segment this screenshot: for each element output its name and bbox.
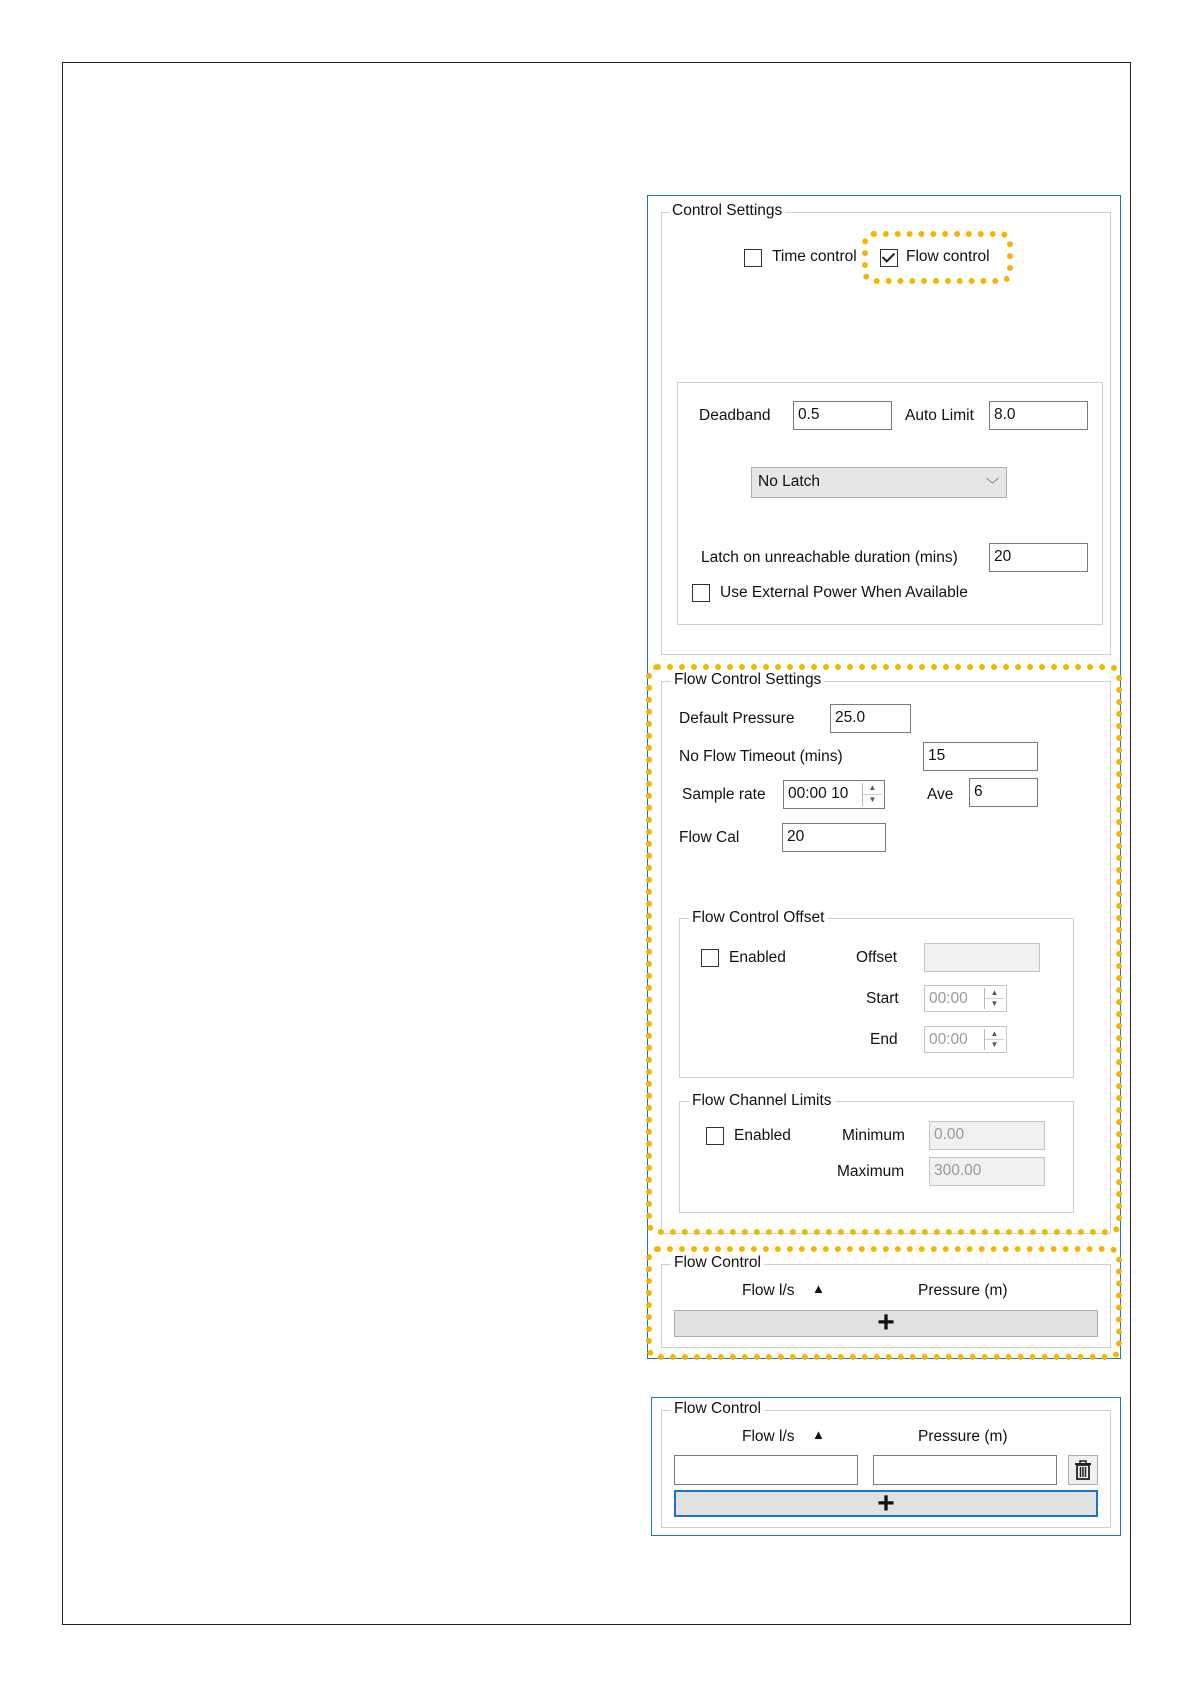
add-row-button-2[interactable]: + [674, 1490, 1098, 1517]
default-pressure-input[interactable]: 25.0 [830, 704, 911, 733]
sample-rate-value: 00:00 10 [788, 785, 849, 802]
limits-enabled-checkbox[interactable] [706, 1127, 724, 1145]
offset-label: Offset [856, 949, 898, 966]
flow-control-table-2-title: Flow Control [671, 1400, 764, 1418]
end-spinner[interactable] [984, 1029, 1004, 1050]
latch-dropdown[interactable] [751, 467, 1007, 498]
spin-down-icon[interactable]: ▼ [990, 998, 999, 1008]
latch-duration-input[interactable]: 20 [989, 543, 1088, 572]
flow-control-table-title: Flow Control [671, 1254, 764, 1272]
end-label: End [870, 1031, 898, 1048]
no-flow-timeout-label: No Flow Timeout (mins) [679, 748, 843, 765]
offset-enabled-checkbox[interactable] [701, 949, 719, 967]
control-settings-title: Control Settings [669, 202, 785, 220]
sample-rate-spinner[interactable] [862, 783, 882, 806]
spin-down-icon[interactable]: ▼ [868, 794, 877, 804]
time-control-checkbox[interactable] [744, 249, 762, 267]
sort-ascending-icon: ▲ [812, 1281, 825, 1296]
sample-rate-label: Sample rate [682, 786, 766, 803]
deadband-label: Deadband [699, 407, 771, 424]
start-input[interactable]: 00:00 [924, 985, 1007, 1012]
maximum-input[interactable]: 300.00 [929, 1157, 1045, 1186]
flow-control-checkbox[interactable] [880, 249, 898, 267]
deadband-input[interactable]: 0.5 [793, 401, 892, 430]
add-row-button[interactable]: + [674, 1310, 1098, 1337]
ave-label: Ave [927, 786, 954, 803]
chevron-down-icon: ﹀ [986, 477, 1000, 492]
row-flow-input[interactable] [674, 1455, 858, 1485]
time-control-label[interactable]: Time control [772, 248, 857, 265]
flow-control-settings-title: Flow Control Settings [671, 671, 824, 689]
flow-column-header[interactable]: Flow l/s [742, 1282, 795, 1299]
flow-channel-limits-title: Flow Channel Limits [689, 1092, 835, 1110]
pressure-column-header[interactable]: Pressure (m) [918, 1282, 1008, 1299]
pressure-column-header-2[interactable]: Pressure (m) [918, 1428, 1008, 1445]
end-input[interactable]: 00:00 [924, 1026, 1007, 1053]
trash-icon [1069, 1456, 1097, 1484]
offset-input[interactable] [924, 943, 1040, 972]
spin-up-icon[interactable]: ▲ [863, 783, 882, 795]
start-spinner[interactable] [984, 988, 1004, 1009]
spin-down-icon[interactable]: ▼ [990, 1039, 999, 1049]
spin-up-icon[interactable]: ▲ [985, 988, 1004, 999]
minimum-input[interactable]: 0.00 [929, 1121, 1045, 1150]
external-power-label[interactable]: Use External Power When Available [720, 584, 968, 601]
latch-duration-label: Latch on unreachable duration (mins) [701, 549, 958, 566]
minimum-label: Minimum [842, 1127, 905, 1144]
sort-ascending-icon: ▲ [812, 1427, 825, 1442]
spin-up-icon[interactable]: ▲ [985, 1029, 1004, 1040]
maximum-label: Maximum [837, 1163, 905, 1180]
row-pressure-input[interactable] [873, 1455, 1057, 1485]
flow-control-label[interactable]: Flow control [906, 248, 990, 265]
ave-input[interactable]: 6 [969, 778, 1038, 807]
offset-enabled-label[interactable]: Enabled [729, 949, 786, 966]
auto-limit-input[interactable]: 8.0 [989, 401, 1088, 430]
external-power-checkbox[interactable] [692, 584, 710, 602]
flow-column-header-2[interactable]: Flow l/s [742, 1428, 795, 1445]
no-flow-timeout-input[interactable]: 15 [923, 742, 1038, 771]
auto-limit-label: Auto Limit [905, 407, 974, 424]
flow-cal-label: Flow Cal [679, 829, 740, 846]
flow-cal-input[interactable]: 20 [782, 823, 886, 852]
start-label: Start [866, 990, 899, 1007]
default-pressure-label: Default Pressure [679, 710, 795, 727]
limits-enabled-label[interactable]: Enabled [734, 1127, 791, 1144]
delete-row-button[interactable] [1068, 1455, 1098, 1485]
flow-control-offset-title: Flow Control Offset [689, 909, 827, 927]
latch-dropdown-value: No Latch [758, 473, 821, 490]
